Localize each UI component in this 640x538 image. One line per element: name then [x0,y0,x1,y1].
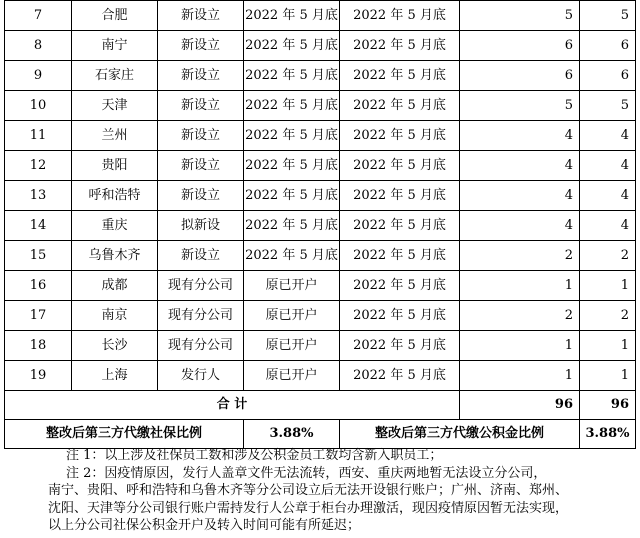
branch-type-cell: 现有分公司 [158,331,244,361]
branch-type-cell: 新设立 [158,241,244,271]
city-cell: 重庆 [72,211,158,241]
social-account-date-cell: 2022 年 5 月底 [244,121,340,151]
social-account-date-cell: 原已开户 [244,271,340,301]
fund-account-date-cell: 2022 年 5 月底 [340,181,460,211]
fund-account-date-cell: 2022 年 5 月底 [340,91,460,121]
social-count-cell: 4 [460,181,580,211]
fund-account-date-cell: 2022 年 5 月底 [340,211,460,241]
table-row [5,271,636,301]
social-count-cell: 6 [460,31,580,61]
fund-count-cell: 1 [580,271,636,301]
table-row [5,151,636,181]
social-count-cell: 2 [460,301,580,331]
fund-account-date-cell: 2022 年 5 月底 [340,121,460,151]
table-row [5,361,636,391]
fund-count-cell: 4 [580,151,636,181]
table-row [5,211,636,241]
social-account-date-cell: 2022 年 5 月底 [244,1,340,31]
fund-account-date-cell: 2022 年 5 月底 [340,301,460,331]
total-label: 合 计 [5,391,460,420]
ratio-row [5,420,636,449]
social-count-cell: 4 [460,121,580,151]
note-2-line-3: 沈阳、天津等分公司银行账户需持发行人公章于柜台办理激活，现因疫情原因暂无法实现， [48,500,569,516]
fund-count-cell: 6 [580,61,636,91]
branch-type-cell: 现有分公司 [158,301,244,331]
row-number-cell: 19 [5,361,72,391]
fund-count-cell: 4 [580,211,636,241]
fund-count-cell: 4 [580,121,636,151]
city-cell: 天津 [72,91,158,121]
branch-type-cell: 新设立 [158,61,244,91]
row-number-cell: 12 [5,151,72,181]
fund-count-cell: 2 [580,301,636,331]
branch-table [4,0,636,449]
fund-account-date-cell: 2022 年 5 月底 [340,1,460,31]
fund-account-date-cell: 2022 年 5 月底 [340,61,460,91]
fund-count-cell: 2 [580,241,636,271]
city-cell: 南宁 [72,31,158,61]
city-cell: 乌鲁木齐 [72,241,158,271]
social-count-cell: 4 [460,151,580,181]
branch-type-cell: 发行人 [158,361,244,391]
city-cell: 石家庄 [72,61,158,91]
social-count-cell: 1 [460,361,580,391]
city-cell: 呼和浩特 [72,181,158,211]
total-fund: 96 [580,391,636,420]
social-count-cell: 5 [460,1,580,31]
city-cell: 上海 [72,361,158,391]
social-account-date-cell: 2022 年 5 月底 [244,31,340,61]
row-number-cell: 7 [5,1,72,31]
row-number-cell: 8 [5,31,72,61]
fund-count-cell: 1 [580,331,636,361]
table-body [5,1,636,449]
city-cell: 合肥 [72,1,158,31]
table-row [5,181,636,211]
social-account-date-cell: 原已开户 [244,301,340,331]
social-ratio-value: 3.88% [244,420,340,449]
social-count-cell: 6 [460,61,580,91]
social-account-date-cell: 2022 年 5 月底 [244,211,340,241]
social-count-cell: 4 [460,211,580,241]
fund-count-cell: 5 [580,1,636,31]
branch-type-cell: 拟新设 [158,211,244,241]
table-row [5,1,636,31]
social-account-date-cell: 2022 年 5 月底 [244,241,340,271]
city-cell: 长沙 [72,331,158,361]
row-number-cell: 15 [5,241,72,271]
row-number-cell: 17 [5,301,72,331]
city-cell: 兰州 [72,121,158,151]
table-row [5,61,636,91]
branch-type-cell: 新设立 [158,1,244,31]
branch-type-cell: 现有分公司 [158,271,244,301]
branch-type-cell: 新设立 [158,31,244,61]
table-row [5,91,636,121]
fund-count-cell: 4 [580,181,636,211]
row-number-cell: 9 [5,61,72,91]
fund-account-date-cell: 2022 年 5 月底 [340,31,460,61]
social-count-cell: 2 [460,241,580,271]
note-2-line-2: 南宁、贵阳、呼和浩特和乌鲁木齐等分公司设立后无法开设银行账户；广州、济南、郑州、 [48,483,569,498]
fund-account-date-cell: 2022 年 5 月底 [340,151,460,181]
note-2-line-4: 以上分公司社保公积金开户及转入时间可能有所延迟； [48,518,361,533]
city-cell: 南京 [72,301,158,331]
fund-account-date-cell: 2022 年 5 月底 [340,241,460,271]
social-account-date-cell: 原已开户 [244,361,340,391]
table-row [5,121,636,151]
social-count-cell: 1 [460,331,580,361]
row-number-cell: 10 [5,91,72,121]
fund-count-cell: 1 [580,361,636,391]
total-social: 96 [460,391,580,420]
row-number-cell: 14 [5,211,72,241]
social-ratio-label: 整改后第三方代缴社保比例 [5,420,244,449]
table-row [5,31,636,61]
social-account-date-cell: 原已开户 [244,331,340,361]
branch-type-cell: 新设立 [158,181,244,211]
fund-account-date-cell: 2022 年 5 月底 [340,361,460,391]
total-row [5,391,636,420]
social-account-date-cell: 2022 年 5 月底 [244,151,340,181]
social-account-date-cell: 2022 年 5 月底 [244,61,340,91]
social-count-cell: 1 [460,271,580,301]
table-row [5,241,636,271]
row-number-cell: 18 [5,331,72,361]
table-row [5,331,636,361]
fund-account-date-cell: 2022 年 5 月底 [340,271,460,301]
fund-count-cell: 5 [580,91,636,121]
note-1: 注 1：以上涉及社保员工数和涉及公积金员工数均含新入职员工； [66,448,443,463]
branch-type-cell: 新设立 [158,91,244,121]
row-number-cell: 16 [5,271,72,301]
note-2: 注 2：因疫情原因，发行人盖章文件无法流转，西安、重庆两地暂无法设立分公司， [66,465,547,481]
social-count-cell: 5 [460,91,580,121]
fund-account-date-cell: 2022 年 5 月底 [340,331,460,361]
branch-type-cell: 新设立 [158,151,244,181]
table-row [5,301,636,331]
social-account-date-cell: 2022 年 5 月底 [244,91,340,121]
city-cell: 成都 [72,271,158,301]
row-number-cell: 13 [5,181,72,211]
fund-count-cell: 6 [580,31,636,61]
notes [10,447,635,535]
branch-type-cell: 新设立 [158,121,244,151]
city-cell: 贵阳 [72,151,158,181]
social-account-date-cell: 2022 年 5 月底 [244,181,340,211]
row-number-cell: 11 [5,121,72,151]
fund-ratio-label: 整改后第三方代缴公积金比例 [340,420,580,449]
fund-ratio-value: 3.88% [580,420,636,449]
